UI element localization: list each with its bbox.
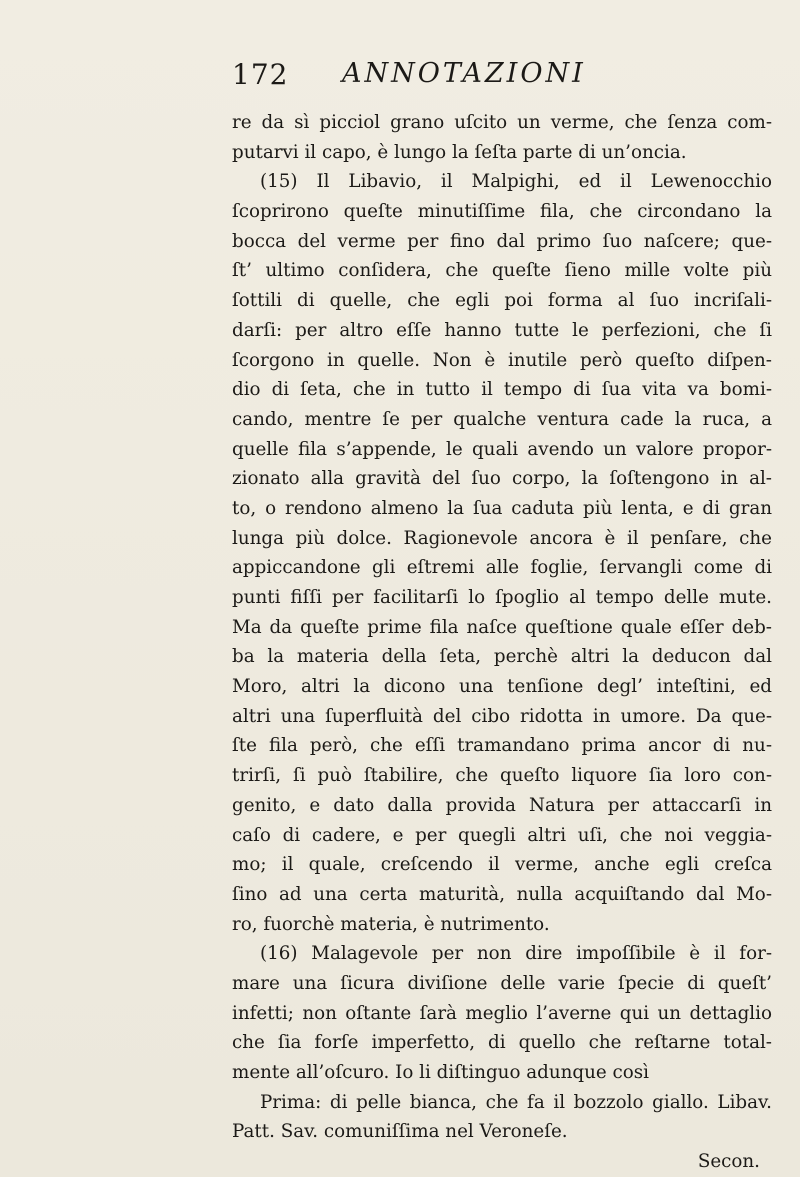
text-line: Moro, altri la dicono una tenſione degl’ inteſtini, ed: [232, 676, 772, 698]
note-15-start: (15) Il Libavio, il Malpighi, ed il Lewenocchio: [260, 171, 772, 193]
running-head: ANNOTAZIONI: [342, 58, 586, 89]
text-line: mo; il quale, creſcendo il verme, anche egli creſca: [232, 854, 772, 876]
text-line: Ma da queſte prime fila naſce queſtione quale eſſer deb-: [232, 616, 772, 638]
text-line: putarvi il capo, è lungo la ſeſta parte di un’oncia.: [232, 141, 687, 163]
text-line: bocca del verme per fino dal primo ſuo naſcere; que-: [232, 230, 772, 252]
text-line: ſcorgono in quelle. Non è inutile però queſto diſpen-: [232, 349, 772, 371]
text-line: che ſia forſe imperfetto, di quello che reſtarne total-: [232, 1032, 772, 1054]
text-line: darſi: per altro eſſe hanno tutte le perfezioni, che ſi: [232, 319, 772, 341]
text-line: caſo di cadere, e per quegli altri uſi, che noi veggia-: [232, 824, 772, 846]
text-line: zionato alla gravità del ſuo corpo, la ſoſtengono in al-: [232, 468, 772, 490]
text-line: altri una ſuperfluità del cibo ridotta in umore. Da que-: [232, 705, 772, 727]
catchword: Secon.: [697, 1151, 760, 1173]
text-line: lunga più dolce. Ragionevole ancora è il penſare, che: [232, 527, 772, 549]
text-line: to, o rendono almeno la ſua caduta più lenta, e di gran: [232, 497, 772, 519]
text-line: trirſi, ſi può ſtabilire, che queſto liquore ſia loro con-: [232, 765, 772, 787]
text-line: re da sì picciol grano uſcito un verme, che ſenza com-: [232, 112, 772, 133]
text-line: genito, e dato dalla provida Natura per attaccarſi in: [232, 794, 772, 816]
note-16-start: (16) Malagevole per non dire impoſſibile è il for-: [260, 943, 772, 965]
text-line: ro, fuorchè materia, è nutrimento.: [232, 913, 550, 935]
text-line: ſte fila però, che eſſi tramandano prima ancor di nu-: [232, 735, 772, 757]
text-line: infetti; non oſtante ſarà meglio l’averne qui un dettaglio: [232, 1002, 772, 1024]
text-line: ſino ad una certa maturità, nulla acquiſtando dal Mo-: [232, 883, 772, 905]
text-line: ſottili di quelle, che egli poi forma al ſuo incriſali-: [232, 290, 772, 312]
text-line: Patt. Sav. comuniſſima nel Veroneſe.: [232, 1121, 568, 1143]
text-line: mare una ſicura diviſione delle varie ſpecie di queſt’: [232, 972, 772, 994]
text-line: quelle fila s’appende, le quali avendo un valore propor-: [232, 438, 772, 460]
text-line: punti fiſſi per facilitarſi lo ſpoglio al tempo delle mute.: [232, 587, 772, 608]
page-header: [232, 58, 772, 98]
body-text: [232, 108, 772, 1177]
page-number: 172: [232, 58, 289, 91]
species-first-entry: Prima: di pelle bianca, che fa il bozzolo giallo. Libav.: [260, 1091, 772, 1113]
text-line: ba la materia della ſeta, perchè altri la deducon dal: [232, 646, 772, 668]
text-line: ſcoprirono queſte minutiſſime fila, che circondano la: [232, 201, 772, 223]
text-line: dio di ſeta, che in tutto il tempo di ſua vita va bomi-: [232, 379, 772, 401]
text-line: ſt’ ultimo conſidera, che queſte ſieno mille volte più: [232, 260, 772, 282]
text-line: cando, mentre ſe per qualche ventura cade la ruca, a: [232, 408, 772, 430]
text-line: appiccandone gli eſtremi alle foglie, ſervangli come di: [232, 557, 772, 579]
text-line: mente all’oſcuro. Io li diſtinguo adunque così: [232, 1062, 649, 1083]
